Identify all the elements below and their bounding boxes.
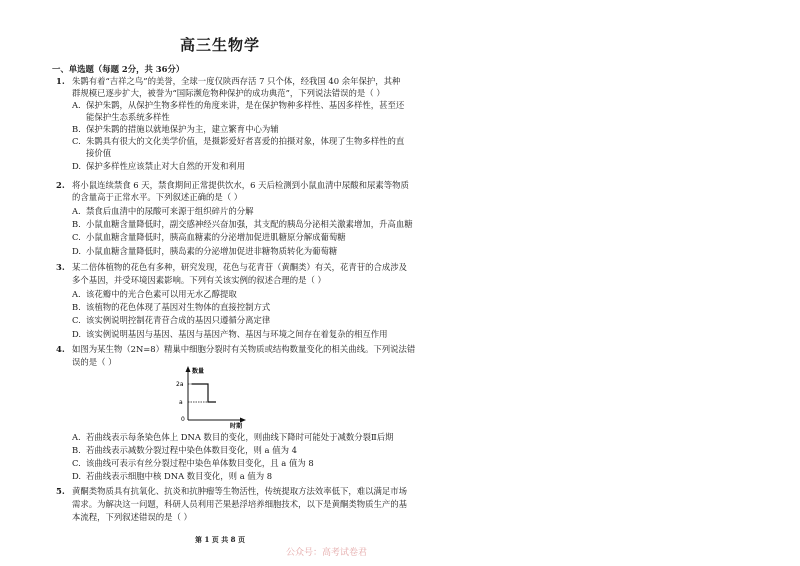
option-text: 该植物的花色体现了基因对生物体的直接控制方式 xyxy=(86,302,271,312)
option-text: 该花瓣中的光合色素可以用无水乙醇提取 xyxy=(86,289,237,299)
question-number: 4. xyxy=(56,344,65,354)
option-text: 该实例说明控制花青苷合成的基因只遵循分离定律 xyxy=(86,315,271,325)
question-stem-line: 某二倍体植物的花色有多种，研究发现，花色与花青苷（黄酮类）有关，花青苷的合成涉及 xyxy=(72,262,407,272)
option-label: B. xyxy=(72,219,81,229)
page-title: 高三生物学 xyxy=(179,36,260,54)
question-stem-line: 多个基因，并受环境因素影响。下列有关该实例的叙述合理的是（ ） xyxy=(72,275,326,285)
y-axis-arrow xyxy=(186,366,191,372)
question-stem-line: 群规模已逐步扩大，被誉为“国际濒危物种保护的成功典范”，下列说法错误的是（ ） xyxy=(72,88,385,98)
y-tick-label: 2a xyxy=(176,381,184,388)
option-text: 接价值 xyxy=(86,148,112,158)
option-label: D. xyxy=(72,246,82,256)
option-text: 小鼠血糖含量降低时，副交感神经兴奋加强，其支配的胰岛分泌相关激素增加，升高血糖 xyxy=(86,219,413,229)
option-text: 能保护生态系统多样性 xyxy=(86,112,170,122)
option-label: C. xyxy=(72,232,81,242)
option-label: A. xyxy=(72,432,81,442)
question-stem-line: 的含量高于正常水平。下列叙述正确的是（ ） xyxy=(72,192,243,202)
option-text: 保护朱鹮，从保护生物多样性的角度来讲，是在保护物种多样性、基因多样性，甚至还 xyxy=(86,100,405,110)
x-axis-label: 时期 xyxy=(230,423,243,430)
section-heading: 一、单选题（每题 2分，共 36分） xyxy=(52,64,185,74)
option-label: C. xyxy=(72,315,81,325)
option-text: 若曲线表示减数分裂过程中染色体数目变化，则 a 值为 4 xyxy=(86,445,297,455)
option-text: 禁食后血清中的尿酸可来源于组织碎片的分解 xyxy=(86,206,254,216)
page-footer: 第 1 页 共 8 页 xyxy=(195,535,245,544)
quantity-change-graph xyxy=(172,364,252,430)
question-stem-line: 本流程，下列叙述错误的是（ ） xyxy=(72,512,192,522)
y-axis-label: 数量 xyxy=(192,368,205,375)
question-stem-line: 朱鹮有着“吉祥之鸟”的美誉，全球一度仅陕西存活 7 只个体，经我国 40 余年保护，其种 xyxy=(72,76,401,86)
option-text: 该曲线可表示有丝分裂过程中染色单体数目变化，且 a 值为 8 xyxy=(86,458,314,468)
option-label: B. xyxy=(72,302,81,312)
option-label: B. xyxy=(72,445,81,455)
option-text: 若曲线表示每条染色体上 DNA 数目的变化，则曲线下降时可能处于减数分裂Ⅱ后期 xyxy=(86,432,394,442)
y-tick-label: a xyxy=(179,399,183,406)
option-text: 小鼠血糖含量降低时，胰岛素的分泌增加促进非糖物质转化为葡萄糖 xyxy=(86,246,338,256)
option-label: D. xyxy=(72,161,82,171)
watermark-text: 公众号：高考试卷君 xyxy=(286,548,368,558)
option-text: 小鼠血糖含量降低时，胰高血糖素的分泌增加促进肌糖原分解成葡萄糖 xyxy=(86,232,346,242)
quantity-curve xyxy=(192,384,216,402)
option-text: 朱鹮具有很大的文化美学价值，是摄影爱好者喜爱的拍摄对象，体现了生物多样性的直 xyxy=(86,136,405,146)
option-text: 该实例说明基因与基因、基因与基因产物、基因与环境之间存在着复杂的相互作用 xyxy=(86,329,388,339)
option-label: D. xyxy=(72,471,82,481)
question-number: 3. xyxy=(56,262,65,272)
question-stem-line: 误的是（ ） xyxy=(72,357,117,367)
option-label: D. xyxy=(72,329,82,339)
option-label: C. xyxy=(72,136,81,146)
question-stem-line: 黄酮类物质具有抗氧化、抗炎和抗肿瘤等生物活性，传统提取方法效率低下，难以满足市场 xyxy=(72,486,407,496)
question-number: 2. xyxy=(56,180,65,190)
option-text: 保护朱鹮的措施以就地保护为主，建立繁育中心为辅 xyxy=(86,124,279,134)
question-stem-line: 将小鼠连续禁食 6 天，禁食期间正常提供饮水，6 天后检测到小鼠血清中尿酸和尿素等物质 xyxy=(72,180,409,190)
option-text: 保护多样性应该禁止对大自然的开发和利用 xyxy=(86,161,246,171)
option-label: A. xyxy=(72,206,81,216)
question-number: 5. xyxy=(56,486,65,496)
question-stem-line: 需求。为解决这一问题，科研人员利用芒果悬浮培养细胞技术，以下是黄酮类物质生产的基 xyxy=(72,499,407,509)
question-number: 1. xyxy=(56,76,65,86)
question-stem-line: 如图为某生物（2N=8）精巢中细胞分裂时有关物质或结构数量变化的相关曲线。下列说法错 xyxy=(72,344,416,354)
option-label: A. xyxy=(72,289,81,299)
x-axis-arrow xyxy=(240,418,246,423)
option-label: C. xyxy=(72,458,81,468)
y-tick-label: 0 xyxy=(181,416,185,423)
option-label: A. xyxy=(72,100,81,110)
option-text: 若曲线表示细胞中核 DNA 数目变化，则 a 值为 8 xyxy=(86,471,273,481)
option-label: B. xyxy=(72,124,81,134)
